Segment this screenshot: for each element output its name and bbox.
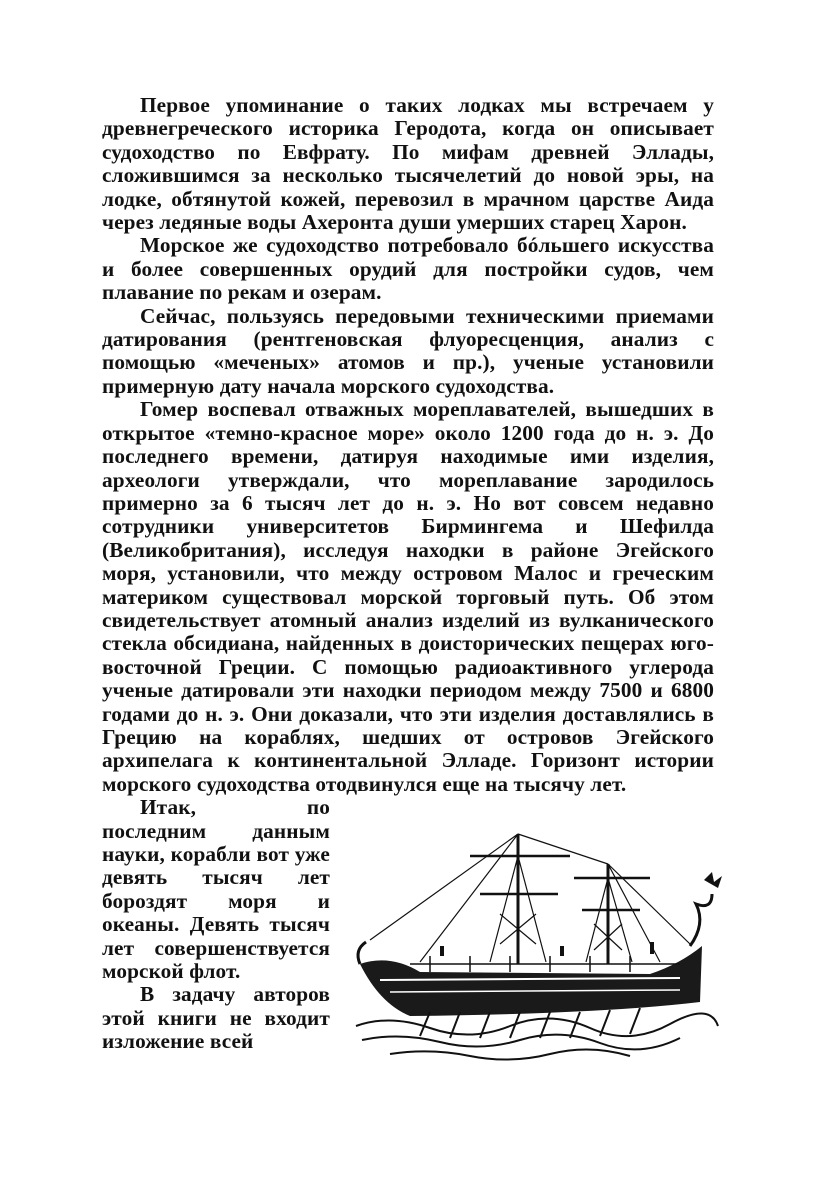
paragraph-dating-methods: Сейчас, пользуясь передовыми техническими приемами датирования (рентгеновская флуоресценция, анализ с помощью «меченых» атомов и пр.), ученые установили примерную дату начала морского судоходства.: [102, 303, 714, 398]
ancient-ship-illustration-icon: [350, 814, 722, 1064]
paragraph-book-task: В задачу авторов этой книги не входит изложение всей: [102, 982, 330, 1054]
paragraph-herodotus: Первое упоминание о таких лодках мы встречаем у древнегреческого историка Геродота, когда он описывает судоходство по Евфрату. По мифам древней Эллады, сложившимся за несколько тысячелетий до новой эры, на лодке, обтянутой кожей, перевозил в мрачном царстве Аида через ледяные воды Ахеронта души умерших старец Харон.: [102, 93, 714, 235]
paragraph-homer: Гомер воспевал отважных мореплавателей, вышедших в открытое «темно-красное море» около 1200 года до н. э. До последнего времени, датируя находимые ими изделия, археологи утверждали, что мореплавание зародилось примерно за 6 тысяч лет до н. э. Но вот совсем недавно сотрудники университетов Бирмингема и Шефилда (Великобритания), исследуя находки в районе Эгейского моря, установили, что между островом Малос и греческим материком существовал морской торговый путь. Об этом свидетельствует атомный анализ изделий из вулканического стекла обсидиана, найденных в доисторических пещерах юго-восточной Греции. С помощью радиоактивного углерода ученые датировали эти находки периодом между 7500 и 6800 годами до н. э. Они доказали, что эти изделия доставлялись в Грецию на кораблях, шедших от островов Эгейского архипелага к континентальной Элладе. Горизонт истории морского судоходства отодвинулся еще на тысячу лет.: [102, 397, 714, 796]
figure-wrap-section: [102, 796, 714, 1053]
paragraph-sea-navigation: Морское же судоходство потребовало бóльшего искусства и более совершенных орудий для постройки судов, чем плавание по рекам и озерам.: [102, 233, 714, 305]
book-page: [102, 94, 714, 1054]
paragraph-nine-thousand-years: Итак, по последним данным науки, корабли вот уже девять тысяч лет бороздят моря и океаны. Девять тысяч лет совершенствуется морской флот.: [102, 795, 330, 984]
side-text-column: [102, 796, 330, 1053]
